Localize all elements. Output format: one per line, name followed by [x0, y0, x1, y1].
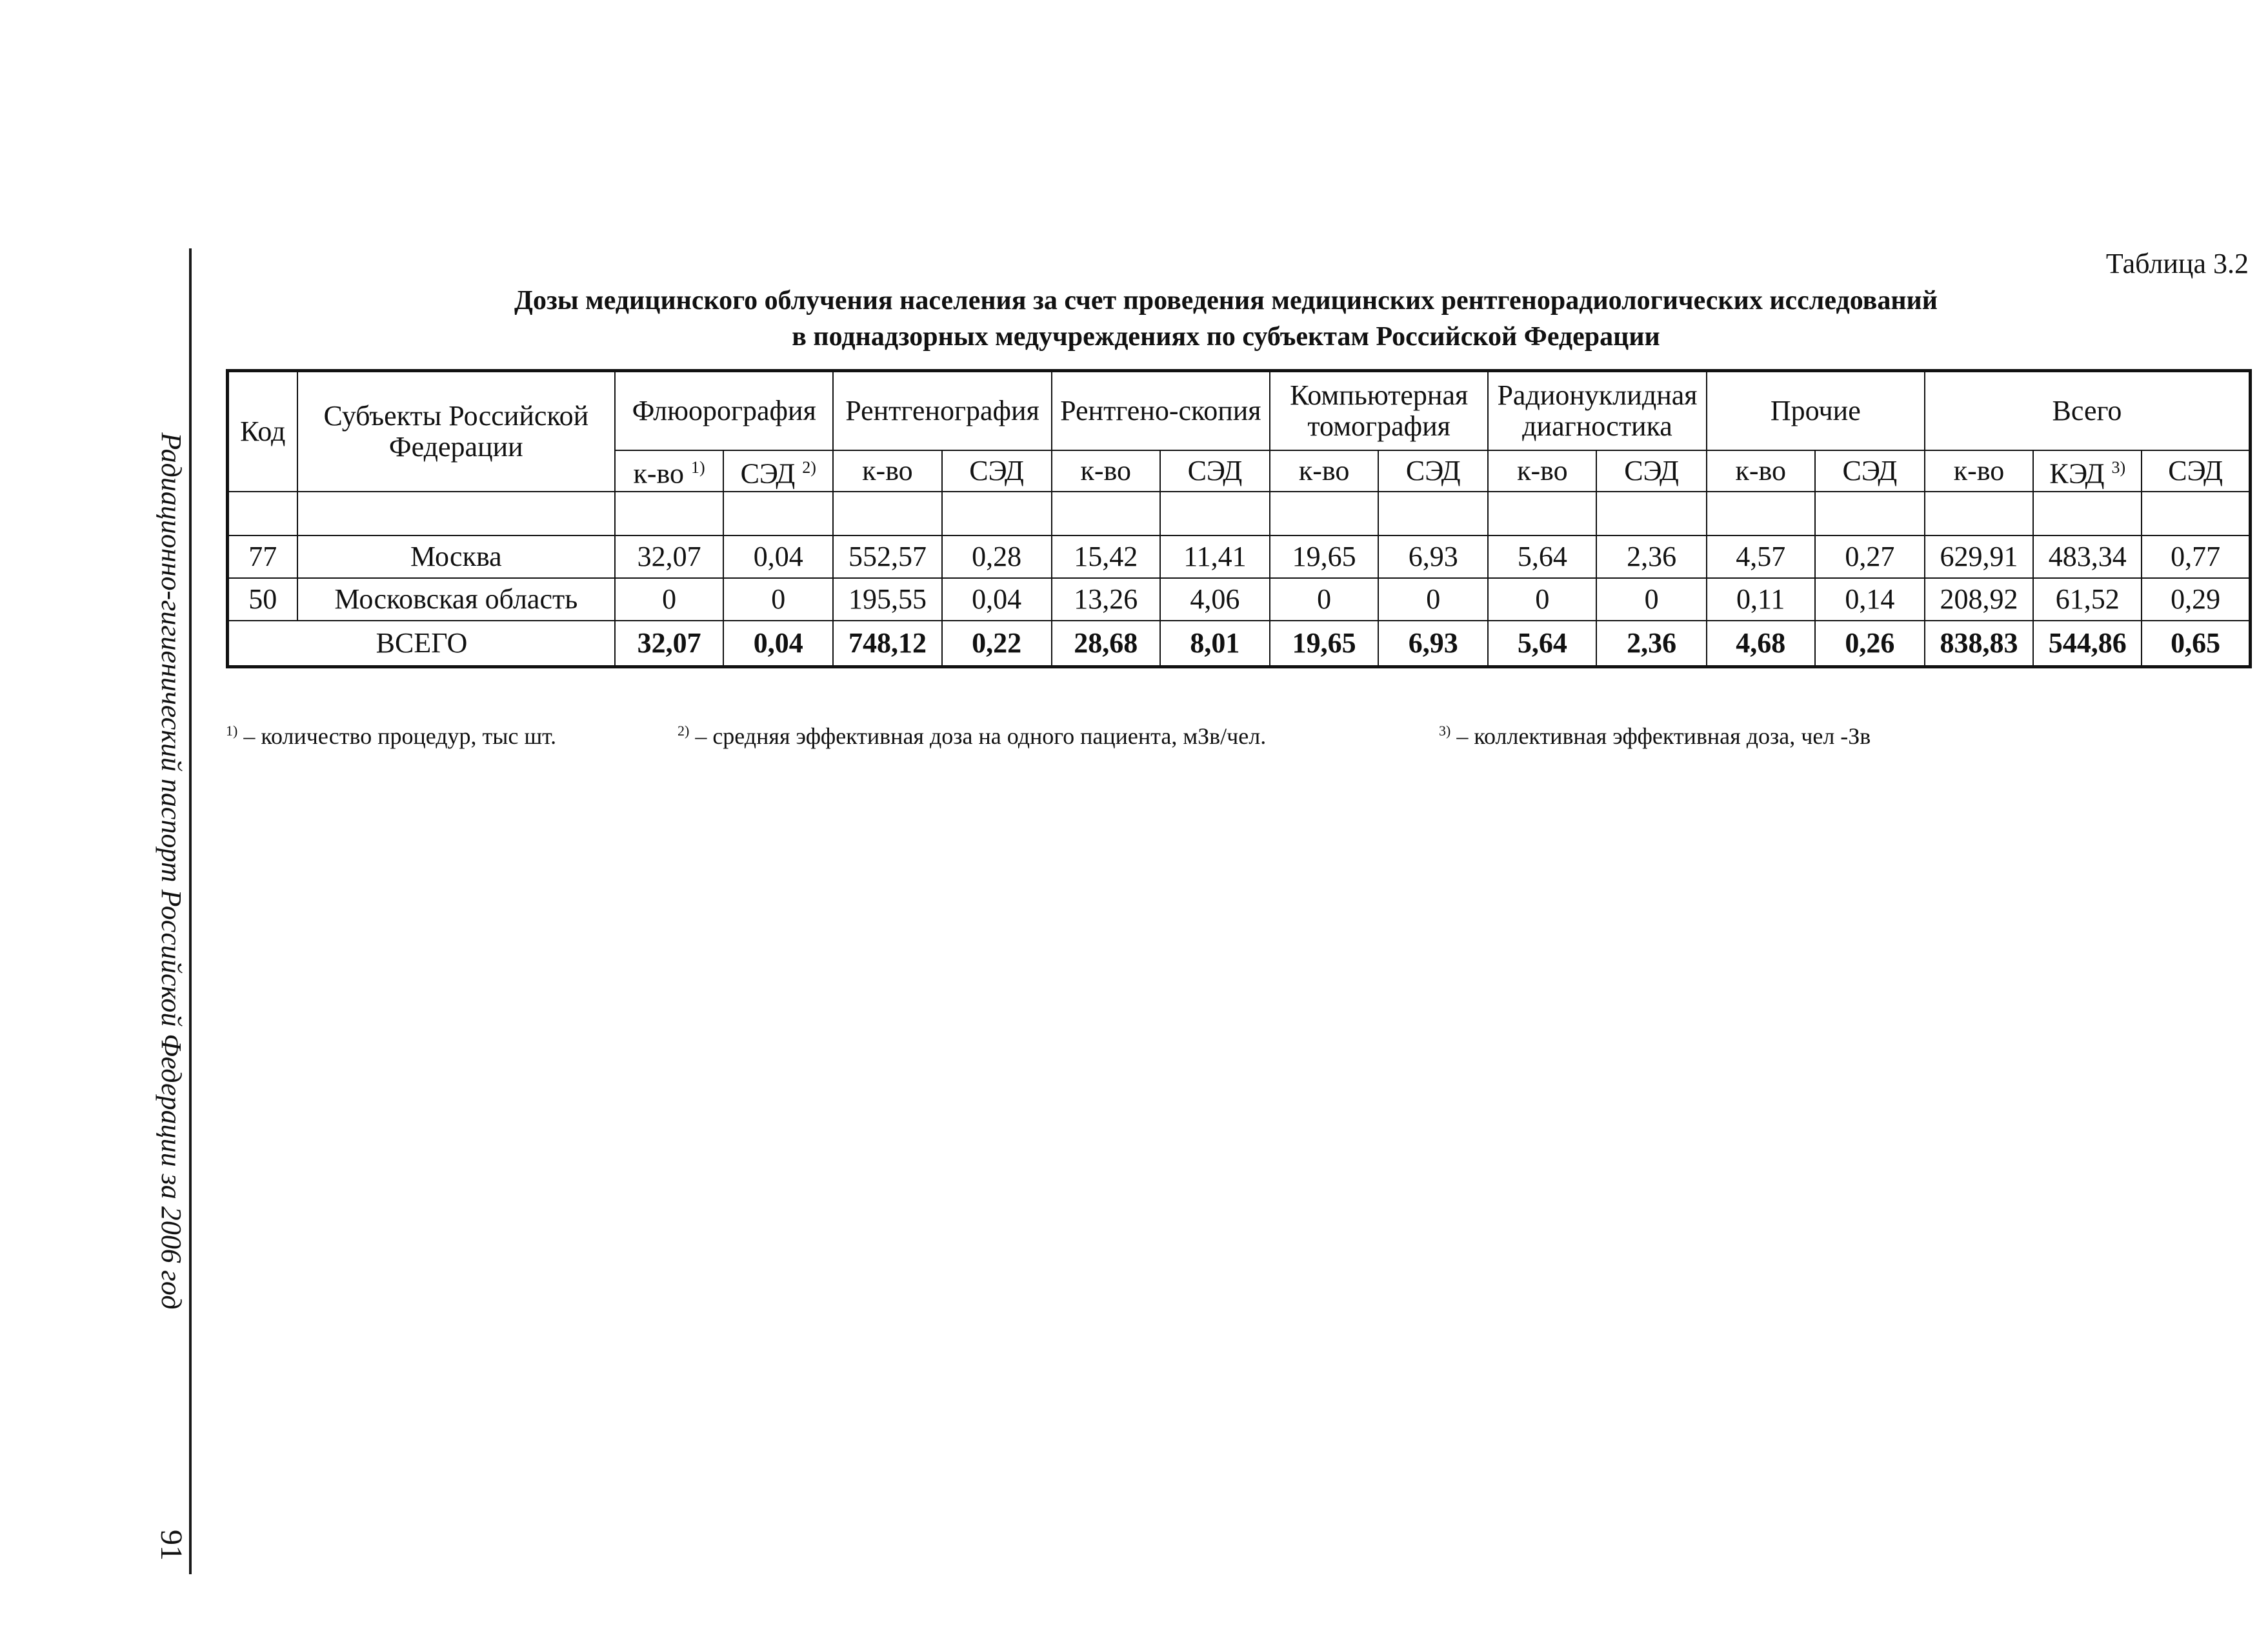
footnote-mark: 1)	[691, 458, 705, 477]
subheader-ked	[2033, 450, 2142, 492]
cell-value: 195,55	[833, 578, 941, 621]
cell-value: 0,04	[942, 578, 1052, 621]
total-value: 5,64	[1488, 621, 1596, 667]
cell-value: 0,11	[1707, 578, 1815, 621]
total-value: 28,68	[1052, 621, 1160, 667]
table-title	[226, 283, 2226, 355]
total-value: 544,86	[2033, 621, 2142, 667]
subheader-sed: СЭД	[1596, 450, 1706, 492]
cell-value: 0,29	[2142, 578, 2250, 621]
title-line-2: в поднадзорных медучреждениях по субъектам Российской Федерации	[792, 322, 1660, 352]
cell-value: 0,27	[1815, 535, 1925, 578]
table-label: Таблица 3.2	[2105, 248, 2249, 279]
footnote-text: – средняя эффективная доза на одного пациента, мЗв/чел.	[689, 723, 1267, 749]
total-value: 0,22	[942, 621, 1052, 667]
total-value: 8,01	[1160, 621, 1270, 667]
total-value: 838,83	[1925, 621, 2033, 667]
cell-value: 61,52	[2033, 578, 2142, 621]
cell-value: 32,07	[615, 535, 723, 578]
cell-value: 15,42	[1052, 535, 1160, 578]
subheader-sed: СЭД	[1378, 450, 1488, 492]
header-group: Радионуклидная диагностика	[1488, 371, 1706, 451]
subheader-kvo: к-во	[833, 450, 941, 492]
footnote-mark: 2)	[802, 458, 816, 477]
subheader-kvo: к-во	[1052, 450, 1160, 492]
page-number: 91	[154, 1530, 188, 1561]
total-value: 0,26	[1815, 621, 1925, 667]
subheader-label: СЭД	[740, 457, 796, 490]
header-row-groups	[228, 371, 2251, 451]
subheader-kvo: к-во	[1925, 450, 2033, 492]
cell-value: 483,34	[2033, 535, 2142, 578]
footnote-3	[1439, 723, 1871, 750]
total-value: 4,68	[1707, 621, 1815, 667]
cell-value: 0,14	[1815, 578, 1925, 621]
footnote-text: – количество процедур, тыс шт.	[237, 723, 557, 749]
subheader-kvo: к-во	[1707, 450, 1815, 492]
subheader-sed: СЭД	[942, 450, 1052, 492]
subheader-sed	[723, 450, 833, 492]
footnote-2	[677, 723, 1266, 750]
header-group: Всего	[1925, 371, 2251, 451]
total-row	[228, 621, 2251, 667]
table-row	[228, 535, 2251, 578]
header-group: Прочие	[1707, 371, 1925, 451]
cell-value: 4,57	[1707, 535, 1815, 578]
subheader-sed: СЭД	[1160, 450, 1270, 492]
subheader-kvo: к-во	[1270, 450, 1378, 492]
total-value: 19,65	[1270, 621, 1378, 667]
total-value: 0,04	[723, 621, 833, 667]
subheader-kvo	[615, 450, 723, 492]
cell-value: 0	[1270, 578, 1378, 621]
footnote-mark: 2)	[677, 723, 690, 739]
subheader-sed: СЭД	[1815, 450, 1925, 492]
header-group: Флюорография	[615, 371, 833, 451]
header-subject: Субъекты Российской Федерации	[297, 371, 615, 492]
dose-table	[226, 369, 2252, 668]
running-head: Радиационно-гигиенический паспорт Российской Федерации за 2006 год	[156, 432, 187, 1310]
cell-value: 5,64	[1488, 535, 1596, 578]
total-value: 32,07	[615, 621, 723, 667]
title-line-1: Дозы медицинского облучения населения за счет проведения медицинских рентгенорадиологических исследований	[514, 286, 1938, 315]
table-row	[228, 578, 2251, 621]
header-code: Код	[228, 371, 297, 492]
cell-value: 2,36	[1596, 535, 1706, 578]
cell-value: 6,93	[1378, 535, 1488, 578]
cell-subject: Москва	[297, 535, 615, 578]
header-group: Рентгено-скопия	[1052, 371, 1270, 451]
cell-value: 4,06	[1160, 578, 1270, 621]
cell-value: 0,04	[723, 535, 833, 578]
blank-row	[228, 492, 2251, 535]
cell-value: 0	[1378, 578, 1488, 621]
footnote-mark: 3)	[2111, 458, 2126, 477]
total-value: 0,65	[2142, 621, 2250, 667]
total-value: 2,36	[1596, 621, 1706, 667]
footnote-mark: 1)	[226, 723, 238, 739]
cell-value: 0	[615, 578, 723, 621]
subheader-label: к-во	[633, 457, 685, 490]
total-label: ВСЕГО	[228, 621, 616, 667]
total-value: 6,93	[1378, 621, 1488, 667]
cell-subject: Московская область	[297, 578, 615, 621]
cell-value: 13,26	[1052, 578, 1160, 621]
subheader-kvo: к-во	[1488, 450, 1596, 492]
subheader-label: КЭД	[2049, 457, 2105, 490]
cell-value: 0,28	[942, 535, 1052, 578]
cell-value: 0	[1488, 578, 1596, 621]
cell-code: 77	[228, 535, 297, 578]
cell-value: 19,65	[1270, 535, 1378, 578]
cell-value: 0	[1596, 578, 1706, 621]
footnote-1	[226, 723, 556, 750]
footnote-mark: 3)	[1439, 723, 1451, 739]
cell-code: 50	[228, 578, 297, 621]
cell-value: 629,91	[1925, 535, 2033, 578]
cell-value: 208,92	[1925, 578, 2033, 621]
cell-value: 552,57	[833, 535, 941, 578]
header-group: Рентгенография	[833, 371, 1051, 451]
cell-value: 0,77	[2142, 535, 2250, 578]
cell-value: 11,41	[1160, 535, 1270, 578]
total-value: 748,12	[833, 621, 941, 667]
footnote-text: – коллективная эффективная доза, чел -Зв	[1450, 723, 1871, 749]
header-group: Компьютерная томография	[1270, 371, 1488, 451]
subheader-sed: СЭД	[2142, 450, 2250, 492]
cell-value: 0	[723, 578, 833, 621]
